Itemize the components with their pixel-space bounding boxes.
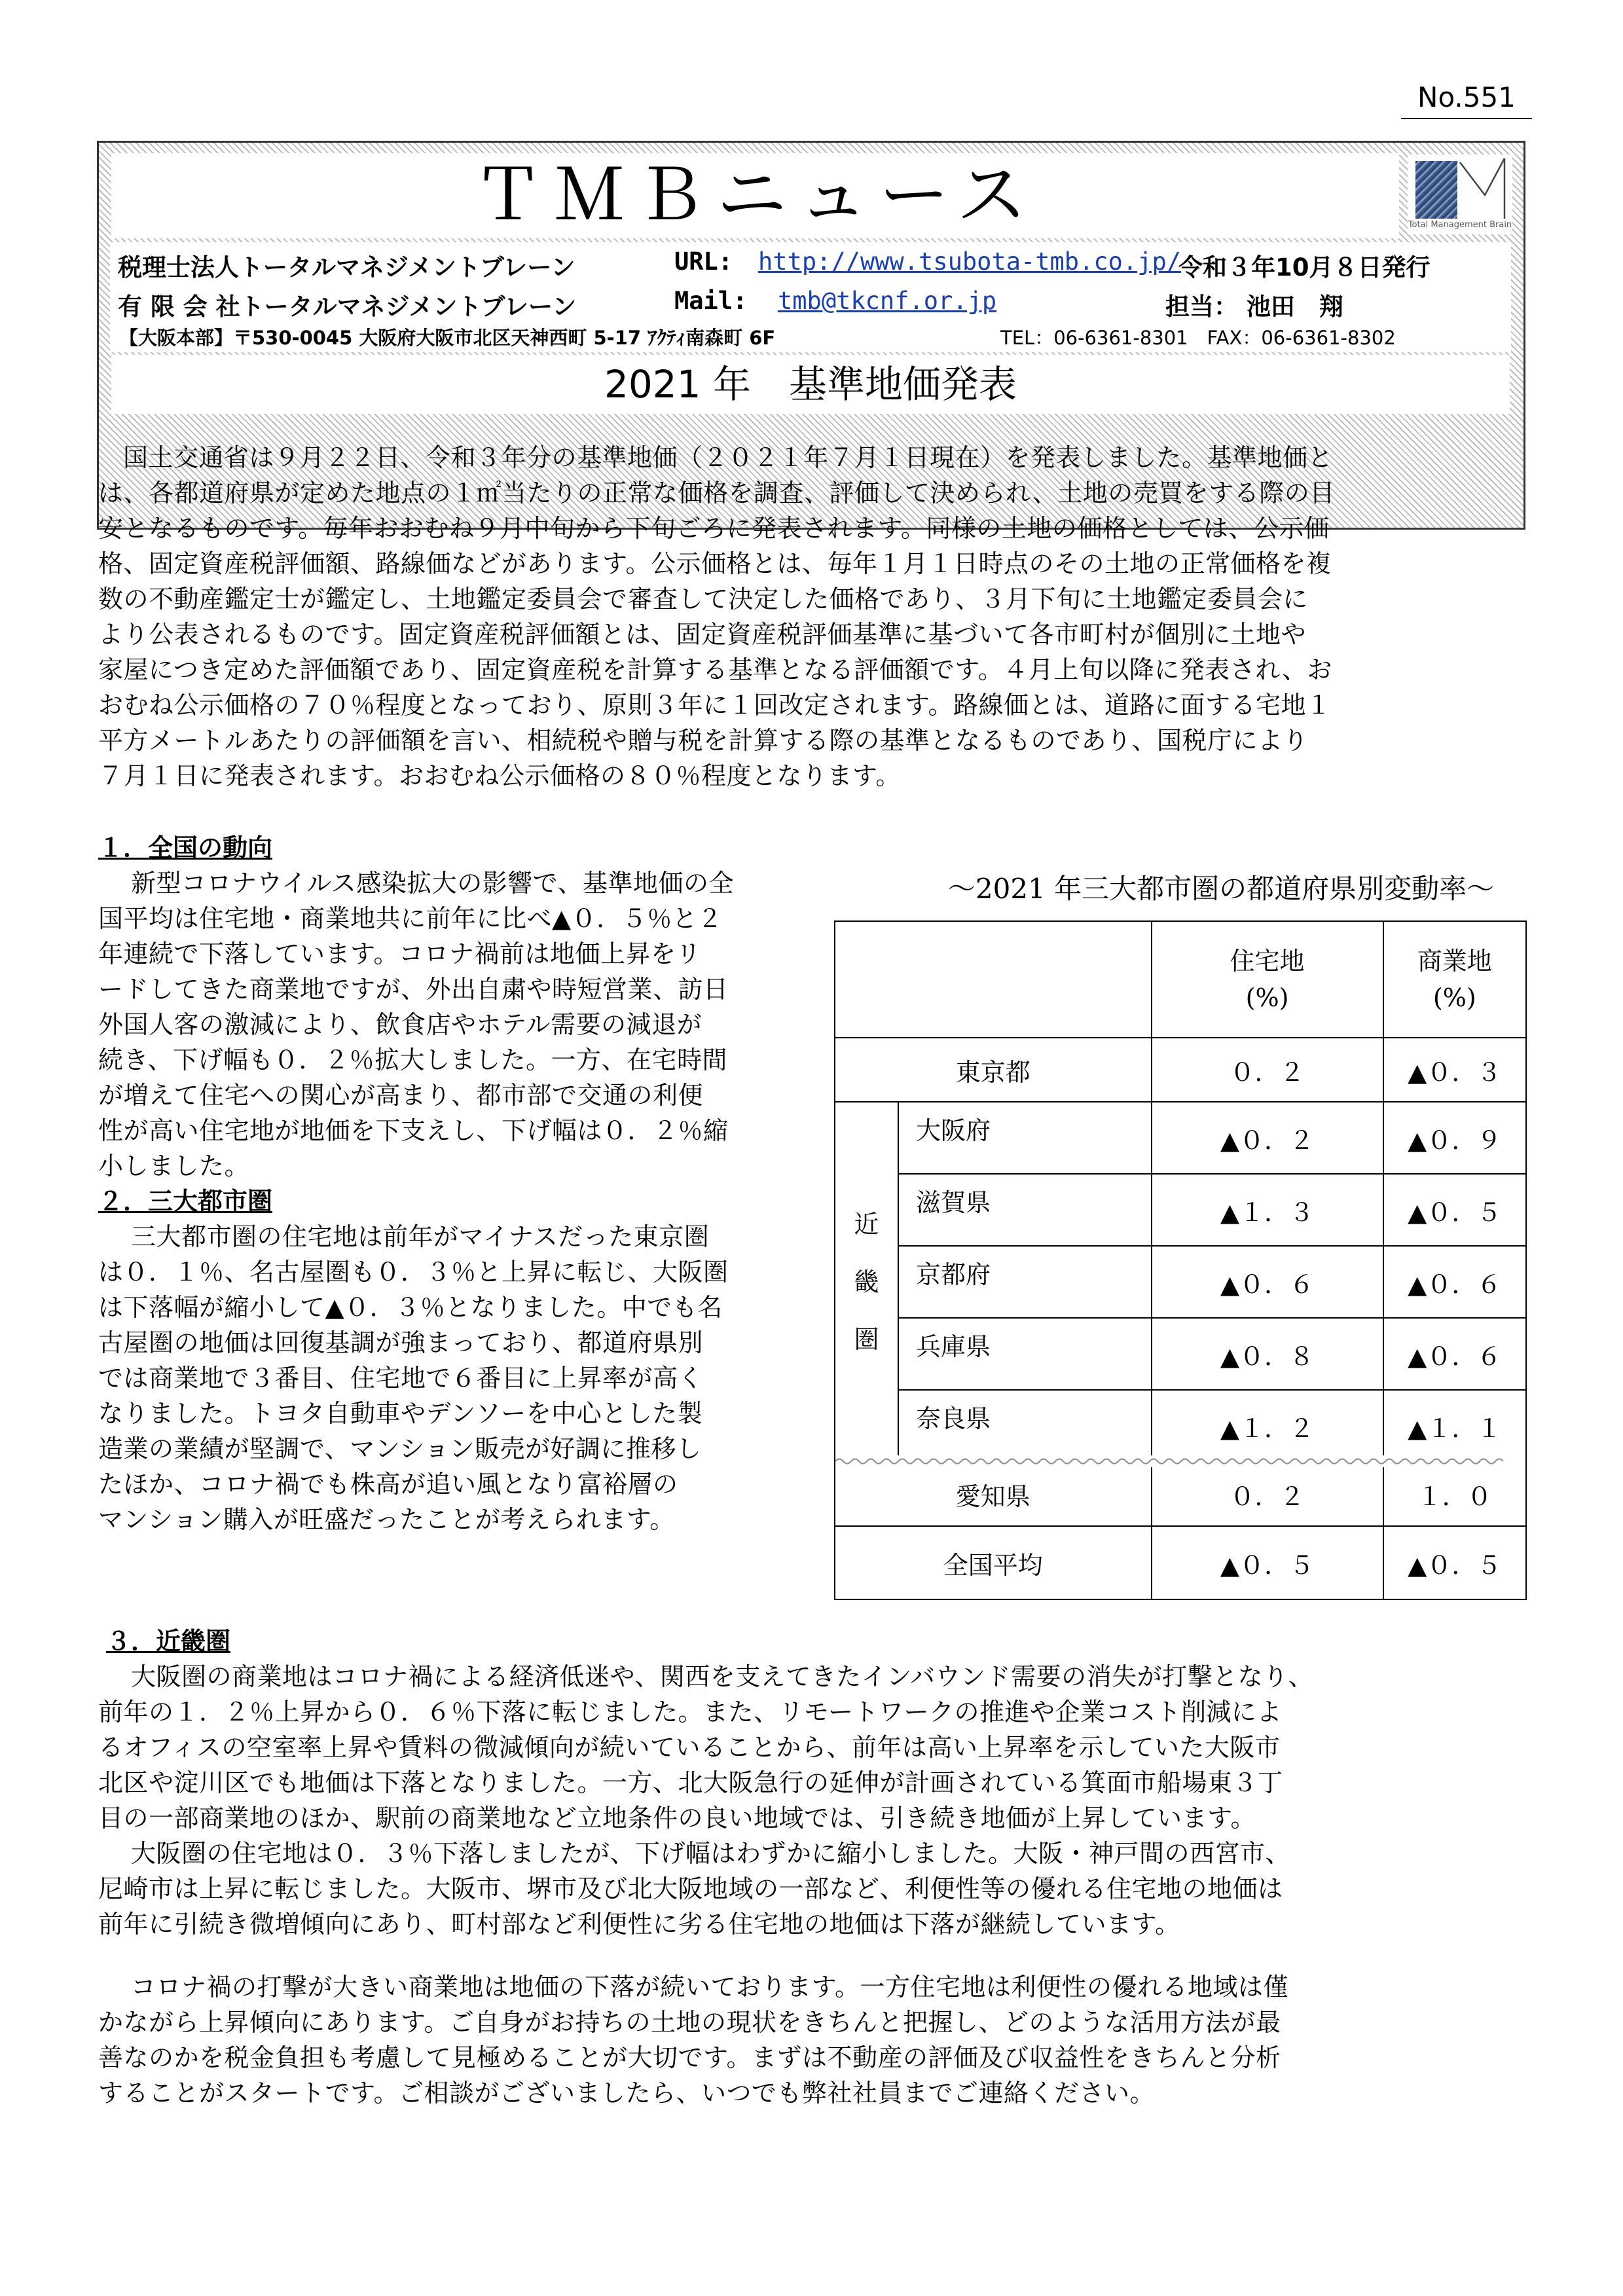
body-line: 新型コロナウイルス感染拡大の影響で、基準地価の全 [131, 869, 734, 898]
body-line: たほか、コロナ禍でも株高が追い風となり富裕層の [98, 1470, 678, 1499]
body-line: 大阪圏の商業地はコロナ禍による経済低迷や、関西を支えてきたインバウンド需要の消失が打撃となり、 [131, 1662, 1314, 1691]
intro-line: 数の不動産鑑定士が鑑定し、土地鑑定委員会で審査して決定した価格であり、３月下旬に土地鑑定委員会に [98, 585, 1309, 613]
region-char: 近 [854, 1210, 879, 1239]
body-line: コロナ禍の打撃が大きい商業地は地価の下落が続いております。一方住宅地は利便性の優れる地域は僅 [131, 1973, 1288, 2001]
table-row [835, 1462, 1526, 1526]
body-line: るオフィスの空室率上昇や賃料の微減傾向が続いていることから、前年は高い上昇率を示していた大阪市 [98, 1733, 1281, 1762]
col-label: 商業地 [1417, 947, 1492, 975]
table-row [835, 1526, 1526, 1599]
body-line: 続き、下げ幅も０．２％拡大しました。一方、在宅時間 [98, 1046, 727, 1074]
residential-value: ▲０．５ [1152, 1526, 1383, 1599]
body-line: 小しました。 [98, 1152, 250, 1180]
body-line: 善なのかを税金負担も考慮して見極めることが大切です。まずは不動産の評価及び収益性をきちんと分析 [98, 2043, 1281, 2072]
body-line: は０．１％、名古屋圏も０．３％と上昇に転じ、大阪圏 [98, 1258, 729, 1286]
body-line: 大阪圏の住宅地は０．３％下落しましたが、下げ幅はわずかに縮小しました。大阪・神戸間の西宮市、 [131, 1839, 1291, 1868]
body-line: では商業地で３番目、住宅地で６番目に上昇率が高く [98, 1364, 704, 1393]
region-char: 畿 [854, 1267, 879, 1296]
body-line: は下落幅が縮小して▲０．３％となりました。中でも名 [98, 1293, 723, 1322]
closing-paragraph [98, 1969, 1539, 2111]
mail-label: Mail: [674, 287, 748, 315]
residential-value: ▲０．２ [1152, 1102, 1383, 1174]
body-line: 外国人客の激減により、飲食店やホテル需要の減退が [98, 1010, 702, 1039]
pref-name: 東京都 [835, 1038, 1152, 1102]
body-line: 古屋圏の地価は回復基調が強まっており、都道府県別 [98, 1328, 704, 1357]
intro-line: 安となるものです。毎年おおむね９月中旬から下旬ごろに発表されます。同様の土地の価格としては、公示価 [98, 514, 1330, 543]
newsletter-title: ＴＭＢニュース [473, 155, 1038, 236]
col-unit: (%) [1432, 983, 1476, 1012]
table-row [835, 1318, 1526, 1390]
residential-value: ０．２ [1152, 1038, 1383, 1102]
commercial-value: ▲０．５ [1383, 1526, 1526, 1599]
body-line: することがスタートです。ご相談がございましたら、いつでも弊社社員までご連絡ください。 [98, 2079, 1155, 2107]
body-line: が増えて住宅への関心が高まり、都市部で交通の利便 [98, 1081, 704, 1110]
contact-person: 担当： 池田 翔 [1165, 293, 1343, 321]
intro-line: おむね公示価格の７０％程度となっており、原則３年に１回改定されます。路線価とは、道路に面する宅地１ [98, 691, 1332, 720]
section-national [98, 830, 851, 1537]
issue-number: No.551 [1401, 77, 1532, 119]
body-line: 性が高い住宅地が地価を下支えし、下げ幅は０．２％縮 [98, 1116, 729, 1145]
body-line: マンション購入が旺盛だったことが考えられます。 [98, 1505, 675, 1534]
pref-name: 奈良県 [898, 1390, 1152, 1462]
section-heading: ２．三大都市圏 [98, 1186, 273, 1216]
logo-mosaic-icon [1415, 161, 1457, 219]
table-title: ～2021 年三大都市圏の都道府県別変動率～ [947, 873, 1495, 905]
body-line: なりました。トヨタ自動車やデンソーを中心とした製 [98, 1399, 703, 1428]
col-unit: (%) [1245, 983, 1289, 1012]
land-price-table [834, 920, 1527, 1600]
section-heading: ３．近畿圏 [106, 1626, 231, 1656]
table-row [835, 1174, 1526, 1246]
column-header-commercial [1383, 921, 1526, 1038]
intro-line: 平方メートルあたりの評価額を言い、相続税や贈与税を計算する際の基準となるものであり、国税庁により [98, 726, 1309, 755]
pref-name: 兵庫県 [898, 1318, 1152, 1390]
body-line: 目の一部商業地のほか、駅前の商業地など立地条件の良い地域では、引き続き地価が上昇しています。 [98, 1804, 1256, 1832]
intro-line: 格、固定資産税評価額、路線価などがあります。公示価格とは、毎年１月１日時点のその土地の正常価格を複 [98, 549, 1332, 578]
body-line: ードしてきた商業地ですが、外出自粛や時短営業、訪日 [98, 975, 729, 1004]
table-row [835, 1390, 1526, 1462]
hq-address: 【大阪本部】〒530-0045 大阪府大阪市北区天神西町 5-17 ｱｸﾃｨ南森町 6F [119, 327, 776, 349]
headline: 2021 年 基準地価発表 [604, 362, 1017, 407]
pref-name: 愛知県 [835, 1462, 1152, 1526]
body-line: 北区や淀川区でも地価は下落となりました。一方、北大阪急行の延伸が計画されている箕面市船場東３丁 [98, 1768, 1283, 1797]
intro-line: より公表されるものです。固定資産税評価額とは、固定資産税評価基準に基づいて各市町村が個別に土地や [98, 620, 1306, 649]
tel-fax: TEL：06-6361-8301 FAX：06-6361-8302 [1000, 327, 1396, 349]
region-char: 圏 [854, 1325, 879, 1354]
logo-m-icon [1459, 156, 1511, 221]
commercial-value: ▲０．５ [1383, 1174, 1526, 1246]
body-line: 前年に引続き微増傾向にあり、町村部など利便性に劣る住宅地の地価は下落が継続しています。 [98, 1910, 1180, 1939]
body-line: 国平均は住宅地・商業地共に前年に比べ▲０．５％と２ [98, 904, 723, 933]
website-link[interactable]: http://www.tsubota-tmb.co.jp/ [758, 247, 1182, 276]
residential-value: ▲０．６ [1152, 1246, 1383, 1318]
company-name-1: 税理士法人トータルマネジメントブレーン [118, 253, 575, 282]
section-heading: １．全国の動向 [98, 833, 273, 862]
section-kinki [98, 1624, 1539, 1942]
pref-name: 滋賀県 [898, 1174, 1152, 1246]
body-line: 尼崎市は上昇に転じました。大阪市、堺市及び北大阪地域の一部など、利便性等の優れる住宅地の地価は [98, 1874, 1283, 1903]
table-row [835, 1246, 1526, 1318]
logo-caption: Total Management Brain [1408, 220, 1512, 230]
pref-name: 大阪府 [898, 1102, 1152, 1174]
pref-name: 京都府 [898, 1246, 1152, 1318]
table-header-row [835, 921, 1526, 1038]
table-row [835, 1102, 1526, 1174]
column-header-residential [1152, 921, 1383, 1038]
intro-line: 国土交通省は９月２２日、令和３年分の基準地価（２０２１年７月１日現在）を発表しました。基準地価と [123, 443, 1334, 472]
issue-date: 令和３年10月８日発行 [1178, 253, 1431, 282]
commercial-value: １．０ [1383, 1462, 1526, 1526]
body-line: 三大都市圏の住宅地は前年がマイナスだった東京圏 [131, 1222, 710, 1251]
commercial-value: ▲０．６ [1383, 1246, 1526, 1318]
commercial-value: ▲０．９ [1383, 1102, 1526, 1174]
region-label [835, 1102, 898, 1462]
table-break-line [835, 1455, 1525, 1467]
intro-line: 家屋につき定めた評価額であり、固定資産税を計算する基準となる評価額です。４月上旬以降に発表され、お [98, 655, 1332, 684]
email-link[interactable]: tmb@tkcnf.or.jp [778, 287, 997, 315]
table-row [835, 1038, 1526, 1102]
body-line: かながら上昇傾向にあります。ご自身がお持ちの土地の現状をきちんと把握し、どのような活用方法が最 [98, 2008, 1281, 2037]
col-label: 住宅地 [1230, 947, 1305, 975]
residential-value: ▲１．２ [1152, 1390, 1383, 1462]
table-corner-cell [835, 921, 1152, 1038]
body-line: 前年の１．２％上昇から０．６％下落に転じました。また、リモートワークの推進や企業コスト削減によ [98, 1698, 1282, 1726]
intro-paragraph [98, 440, 1525, 793]
commercial-value: ▲１．１ [1383, 1390, 1526, 1462]
company-name-2: 有 限 会 社トータルマネジメントブレーン [118, 293, 577, 321]
commercial-value: ▲０．６ [1383, 1318, 1526, 1390]
intro-line: ７月１日に発表されます。おおむね公示価格の８０％程度となります。 [98, 761, 901, 790]
pref-name: 全国平均 [835, 1526, 1152, 1599]
body-line: 造業の業績が堅調で、マンション販売が好調に推移し [98, 1434, 702, 1463]
commercial-value: ▲０．３ [1383, 1038, 1526, 1102]
body-line: 年連続で下落しています。コロナ禍前は地価上昇をリ [98, 939, 701, 968]
url-label: URL: [674, 247, 733, 276]
residential-value: ０．２ [1152, 1462, 1383, 1526]
residential-value: ▲１．３ [1152, 1174, 1383, 1246]
intro-line: は、各都道府県が定めた地点の１㎡当たりの正常な価格を調査、評価して決められ、土地の売買をする際の目 [98, 479, 1335, 507]
residential-value: ▲０．８ [1152, 1318, 1383, 1390]
